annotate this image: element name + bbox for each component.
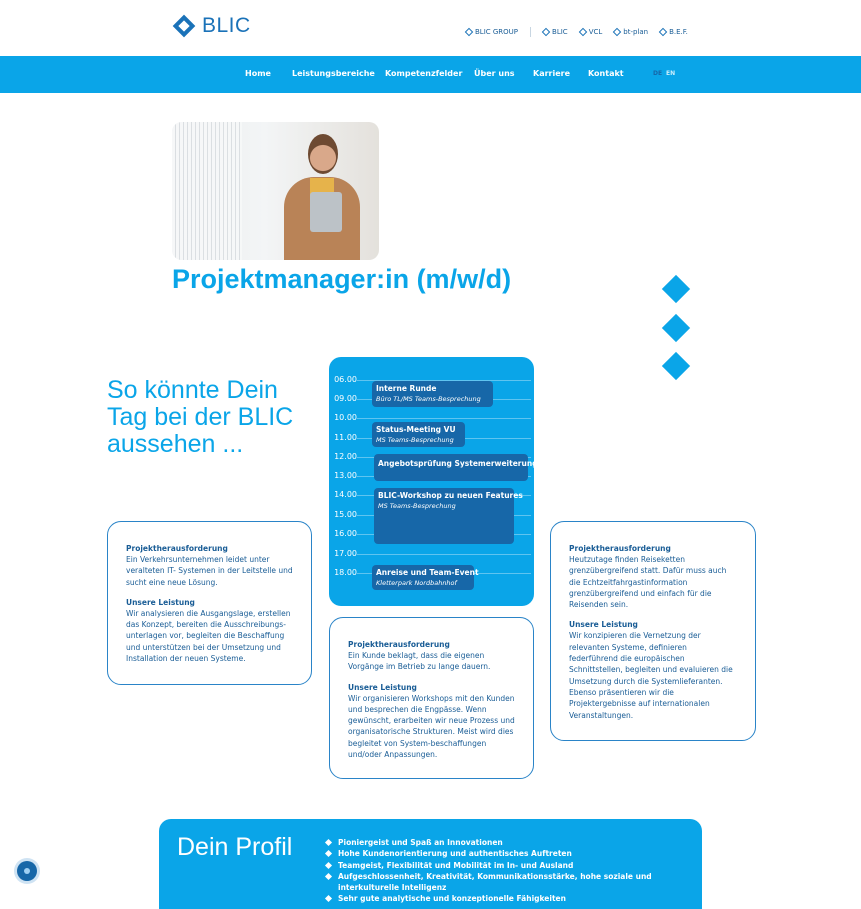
diamond-icon — [613, 28, 621, 36]
profile-section — [159, 819, 702, 909]
group-link-label: BLIC — [552, 28, 568, 36]
event-title: Status-Meeting VU — [376, 425, 456, 434]
card-heading: Projektherausforderung — [569, 544, 671, 553]
group-link-vcl[interactable] — [580, 28, 603, 36]
card-heading: Unsere Leistung — [569, 620, 638, 630]
job-title: Projektmanager:in (m/w/d) — [172, 264, 512, 294]
list-item: Pioniergeist und Spaß an Innovationen — [325, 837, 685, 848]
profile-list — [325, 837, 685, 905]
deco-diamond-icon — [662, 275, 690, 303]
hour-label: 14.00 — [334, 490, 357, 499]
event-status-meeting[interactable] — [372, 422, 465, 447]
logo-text: BLIC — [202, 14, 251, 37]
lang-de[interactable]: DE — [653, 70, 663, 77]
hour-label: 10.00 — [334, 413, 357, 422]
event-subtitle: MS Teams-Besprechung — [376, 436, 454, 444]
card-heading: Unsere Leistung — [126, 597, 195, 607]
lang-en[interactable]: EN — [666, 70, 676, 77]
nav-item-home[interactable]: Home — [245, 69, 271, 78]
group-link-blic[interactable] — [543, 28, 568, 36]
event-interne-runde[interactable] — [372, 381, 493, 407]
hour-label: 16.00 — [334, 529, 357, 538]
hour-label: 15.00 — [334, 510, 357, 519]
deco-diamond-icon — [662, 314, 690, 342]
nav-item-ueber-uns[interactable]: Über uns — [474, 69, 515, 78]
hour-label: 09.00 — [334, 394, 357, 403]
group-link-label: B.E.F. — [669, 28, 688, 36]
hour-line — [357, 554, 531, 555]
event-angebotspruefung[interactable] — [374, 454, 538, 481]
day-schedule — [329, 357, 538, 606]
person-head — [308, 134, 338, 174]
group-link-label: bt-plan — [623, 28, 649, 36]
event-title: Angebotsprüfung Systemerweiterung — [378, 459, 538, 468]
diamond-icon — [465, 28, 473, 36]
card-heading: Projektherausforderung — [348, 640, 450, 649]
group-link-blic-group[interactable] — [466, 28, 518, 36]
nav-item-karriere[interactable]: Karriere — [533, 69, 571, 78]
group-link-label: VCL — [588, 28, 603, 36]
divider — [530, 27, 531, 37]
chat-widget-button[interactable] — [17, 861, 37, 881]
group-link-label: BLIC GROUP — [475, 28, 519, 36]
logo-diamond-icon — [173, 15, 196, 38]
project-card-1 — [107, 521, 312, 685]
card-text: Wir konzipieren die Vernetzung der relevanten Systeme, definieren federführend die europäischen Schnittstellen, begleiten und evaluieren die Umsetzung durch die Systemlieferanten. Ebenso präsentieren wir die Projektergebnisse auf internationalen Veranstaltungen. — [569, 631, 733, 720]
card-text: Ein Verkehrsunternehmen leidet unter veralteten IT- Systemen in der Leitstelle und sucht eine neue Lösung. — [126, 555, 293, 587]
diamond-icon — [542, 28, 550, 36]
event-title: Interne Runde — [376, 384, 437, 393]
blic-logo[interactable] — [172, 14, 251, 38]
hour-label: 11.00 — [334, 433, 357, 442]
hour-label: 13.00 — [334, 471, 357, 480]
window-blinds — [172, 122, 242, 260]
diamond-icon — [578, 28, 586, 36]
group-link-bef[interactable] — [660, 28, 688, 36]
hour-label: 06.00 — [334, 375, 357, 384]
diamond-icon — [659, 28, 667, 36]
main-nav — [0, 56, 861, 93]
group-links — [466, 27, 700, 37]
list-item: Hohe Kundenorientierung und authentisches Auftreten — [325, 848, 685, 859]
hero-photo — [172, 122, 379, 260]
list-item: Aufgeschlossenheit, Kreativität, Kommunikationsstärke, hohe soziale und interkulturelle Intelligenz — [325, 871, 685, 894]
laptop-icon — [310, 192, 342, 232]
card-text: Wir analysieren die Ausgangslage, erstellen das Konzept, bereiten die Ausschreibungs-unterlagen vor, begleiten die Beschaffung und unterstützen bei der Umsetzung und Installation der neuen Systeme. — [126, 608, 291, 664]
event-title: BLIC-Workshop zu neuen Features — [378, 491, 523, 500]
card-text: Heutzutage finden Reiseketten grenzübergreifend statt. Dafür muss auch die Echtzeitfahrgastinformation grenzübergreifend und einfach für die Reisenden sein. — [569, 555, 727, 610]
list-item: Teamgeist, Flexibilität und Mobilität im In- und Ausland — [325, 860, 685, 871]
hour-label: 12.00 — [334, 452, 357, 461]
nav-item-leistungsbereiche[interactable]: Leistungsbereiche — [292, 69, 375, 78]
event-subtitle: Büro TL/MS Teams-Besprechung — [376, 395, 481, 403]
list-item: Sehr gute analytische und konzeptionelle Fähigkeiten — [325, 893, 685, 904]
profile-title: Dein Profil — [177, 833, 293, 861]
project-card-3 — [550, 521, 756, 741]
nav-item-kompetenzfelder[interactable]: Kompetenzfelder — [385, 69, 463, 78]
card-text: Wir organisieren Workshops mit den Kunden und besprechen die Engpässe. Wenn gewünscht, erarbeiten wir neue Prozess und organisatorische Strukturen. Meist wird dies begleitet von System-beschaffungen und/oder Anpassungen. — [348, 693, 515, 760]
event-blic-workshop[interactable] — [374, 488, 523, 544]
chat-icon — [24, 868, 30, 874]
hour-label: 17.00 — [334, 549, 357, 558]
day-heading: So könnte Dein Tag bei der BLIC aussehen ... — [107, 376, 294, 458]
hour-label: 18.00 — [334, 568, 357, 577]
card-heading: Projektherausforderung — [126, 544, 228, 553]
event-subtitle: Kletterpark Nordbahnhof — [376, 579, 457, 587]
card-heading: Unsere Leistung — [348, 682, 417, 692]
group-link-bt-plan[interactable] — [614, 28, 648, 36]
hour-line — [357, 418, 531, 419]
deco-diamond-icon — [662, 352, 690, 380]
nav-item-kontakt[interactable]: Kontakt — [588, 69, 624, 78]
project-card-2 — [329, 617, 534, 779]
card-text: Ein Kunde beklagt, dass die eigenen Vorgänge im Betrieb zu lange dauern. — [348, 651, 491, 672]
event-team-event[interactable] — [372, 565, 479, 590]
event-subtitle: MS Teams-Besprechung — [378, 502, 456, 510]
event-title: Anreise und Team-Event — [376, 568, 479, 577]
